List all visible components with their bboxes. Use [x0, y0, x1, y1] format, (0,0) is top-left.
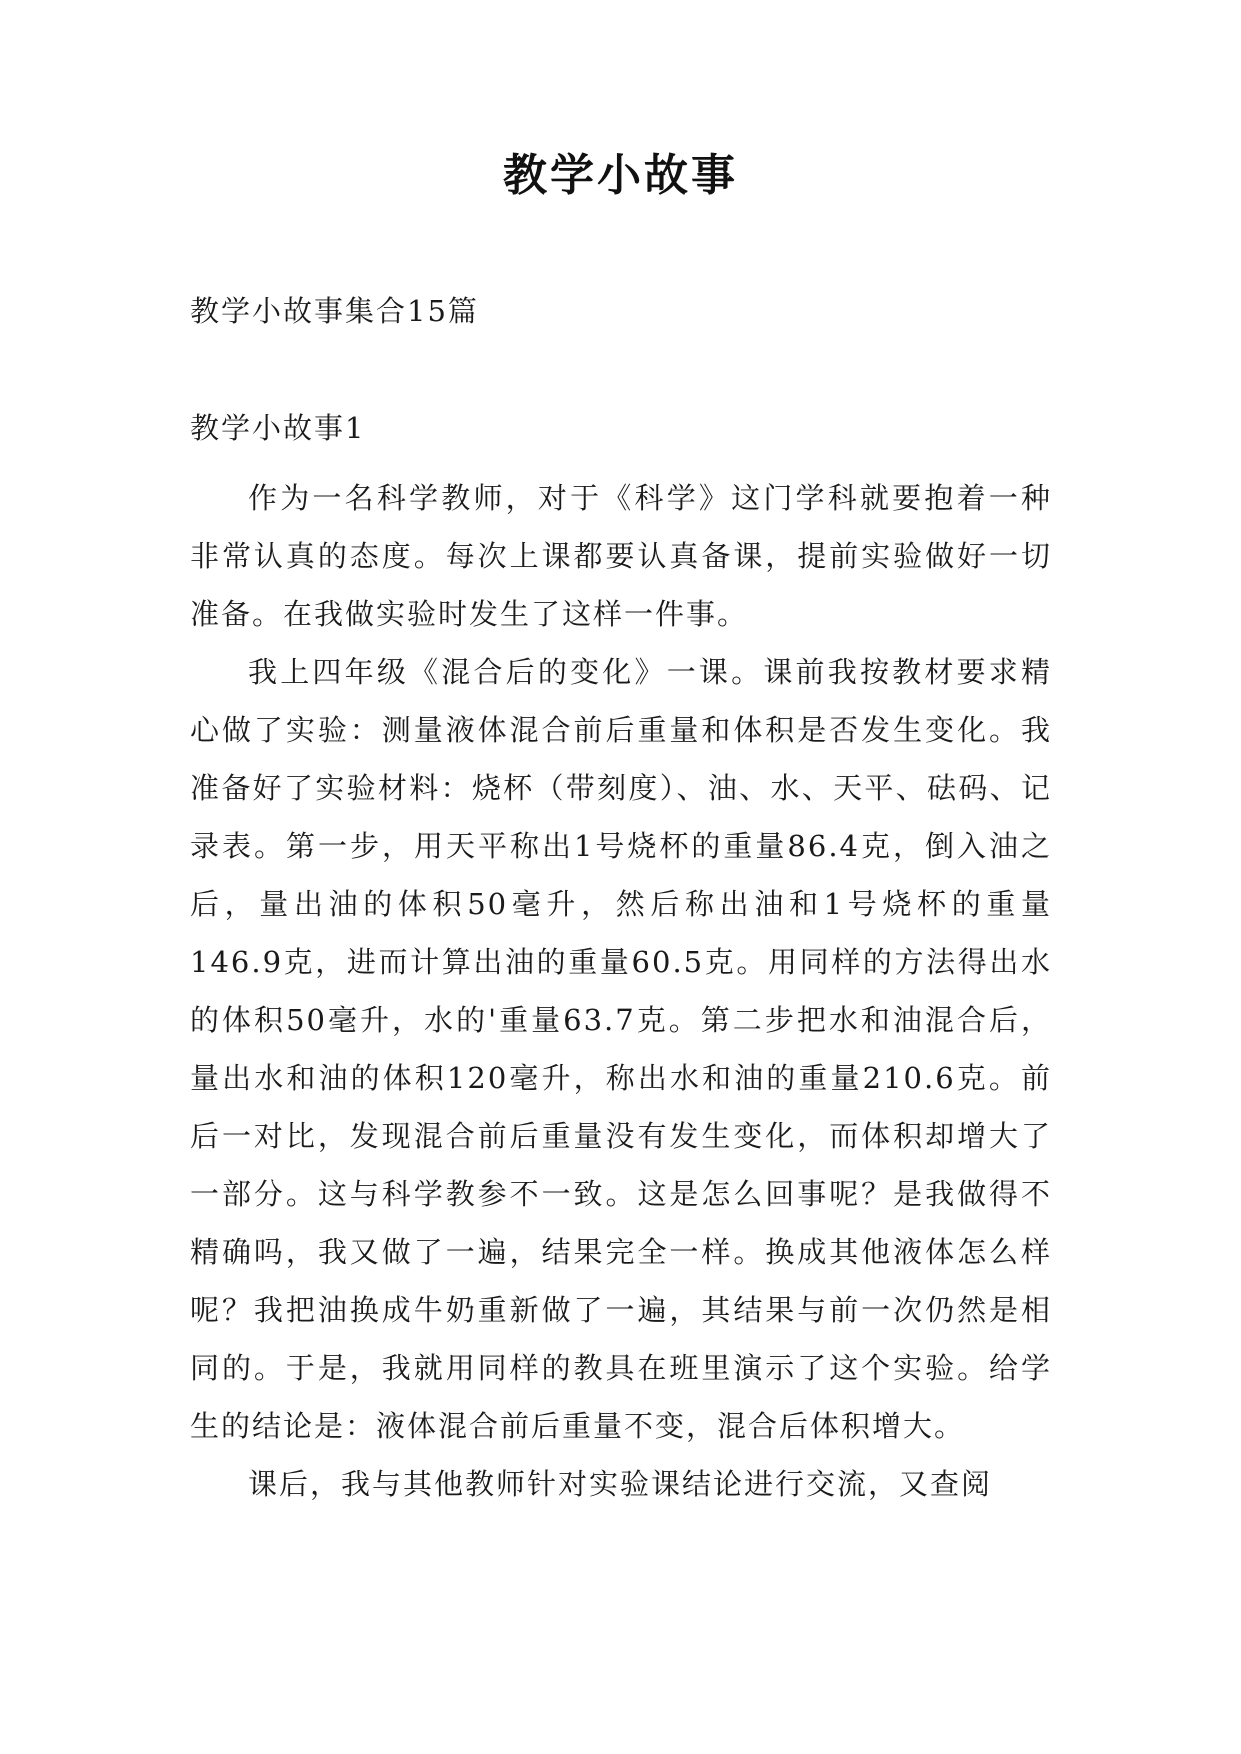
paragraph: 我上四年级《混合后的变化》一课。课前我按教材要求精心做了实验：测量液体混合前后重量和体积是否发生变化。我准备好了实验材料：烧杯（带刻度）、油、水、天平、砝码、记录表。第一步，用天平称出1号烧杯的重量86.4克，倒入油之后，量出油的体积50毫升，然后称出油和1号烧杯的重量146.9克，进而计算出油的重量60.5克。用同样的方法得出水的体积50毫升，水的'重量63.7克。第二步把水和油混合后，量出水和油的体积120毫升，称出水和油的重量210.6克。前后一对比，发现混合前后重量没有发生变化，而体积却增大了一部分。这与科学教参不一致。这是怎么回事呢？是我做得不精确吗，我又做了一遍，结果完全一样。换成其他液体怎么样呢？我把油换成牛奶重新做了一遍，其结果与前一次仍然是相同的。于是，我就用同样的教具在班里演示了这个实验。给学生的结论是：液体混合前后重量不变，混合后体积增大。 [190, 655, 1052, 1443]
document-subtitle: 教学小故事集合15篇 [190, 294, 479, 328]
paragraph: 作为一名科学教师，对于《科学》这门学科就要抱着一种非常认真的态度。每次上课都要认真备课，提前实验做好一切准备。在我做实验时发生了这样一件事。 [190, 481, 1052, 631]
document-title: 教学小故事 [503, 150, 738, 201]
section-heading: 教学小故事1 [190, 411, 366, 445]
story-body [190, 469, 1052, 1513]
paragraph: 课后，我与其他教师针对实验课结论进行交流，又查阅 [248, 1467, 993, 1501]
